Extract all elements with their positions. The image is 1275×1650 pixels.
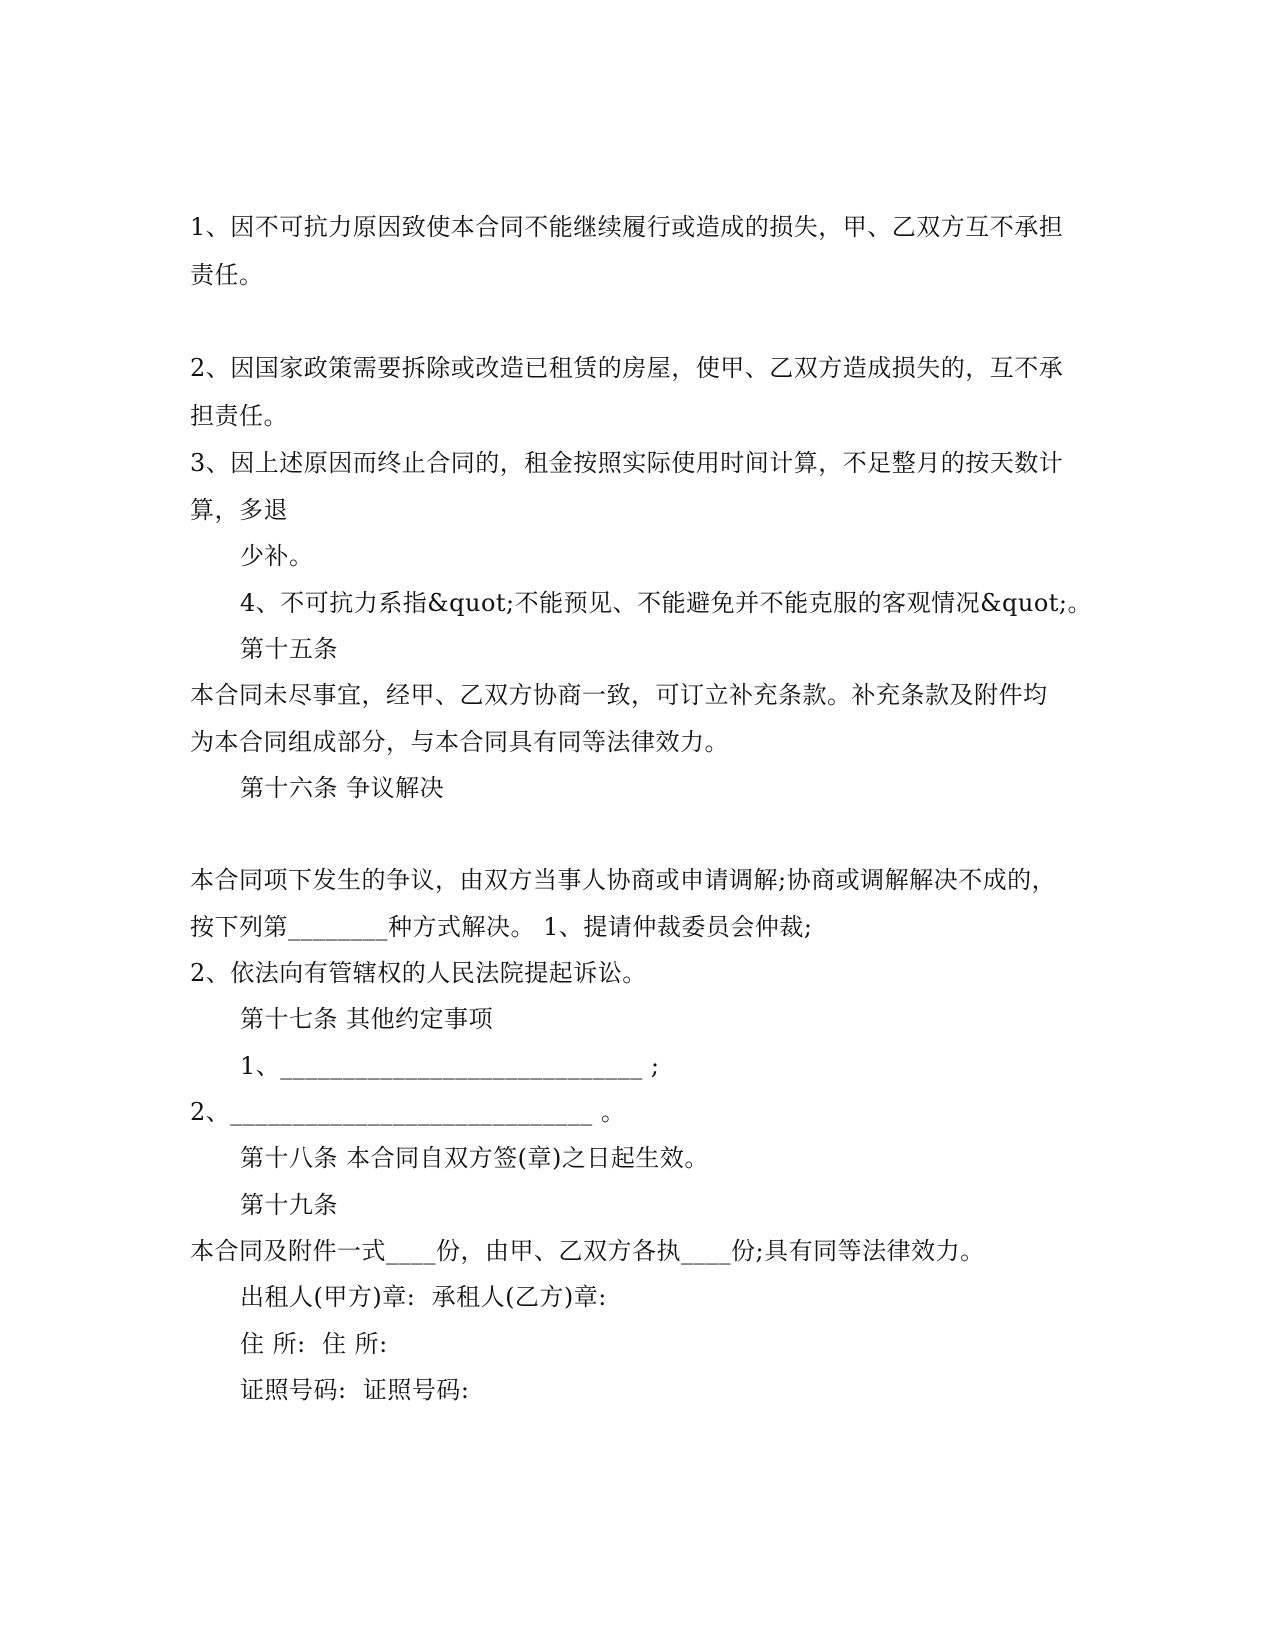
clause-17-item-1: 1、_____________________________ ; bbox=[240, 1052, 660, 1080]
clause-14-item-3-line-1: 3、因上述原因而终止合同的，租金按照实际使用时间计算，不足整月的按天数计 bbox=[190, 449, 1064, 477]
clause-15-heading: 第十五条 bbox=[240, 635, 338, 663]
clause-16-text-line-3: 2、依法向有管辖权的人民法院提起诉讼。 bbox=[190, 959, 647, 987]
clause-14-item-1-line-2: 责任。 bbox=[190, 261, 264, 289]
signature-id-line: 证照号码: 证照号码: bbox=[240, 1376, 470, 1404]
clause-17-item-2: 2、_____________________________ 。 bbox=[190, 1098, 626, 1126]
clause-14-item-2-line-2: 担责任。 bbox=[190, 402, 288, 430]
clause-19-text: 本合同及附件一式____份，由甲、乙双方各执____份;具有同等法律效力。 bbox=[190, 1237, 985, 1265]
clause-14-item-3-line-3: 少补。 bbox=[240, 542, 314, 570]
signature-seal-line: 出租人(甲方)章: 承租人(乙方)章: bbox=[240, 1283, 607, 1311]
clause-18-text: 第十八条 本合同自双方签(章)之日起生效。 bbox=[240, 1144, 709, 1172]
clause-19-heading: 第十九条 bbox=[240, 1191, 338, 1219]
clause-14-item-4: 4、不可抗力系指&quot;不能预见、不能避免并不能克服的客观情况&quot;。 bbox=[240, 589, 1092, 617]
clause-16-text-line-2: 按下列第________种方式解决。 1、提请仲裁委员会仲裁; bbox=[190, 913, 813, 941]
clause-15-text-line-2: 为本合同组成部分，与本合同具有同等法律效力。 bbox=[190, 728, 729, 756]
clause-16-text-line-1: 本合同项下发生的争议，由双方当事人协商或申请调解;协商或调解解决不成的， bbox=[190, 866, 1057, 894]
clause-16-heading: 第十六条 争议解决 bbox=[240, 774, 445, 802]
clause-14-item-1-line-1: 1、因不可抗力原因致使本合同不能继续履行或造成的损失，甲、乙双方互不承担 bbox=[190, 213, 1064, 241]
clause-17-heading: 第十七条 其他约定事项 bbox=[240, 1005, 494, 1033]
clause-14-item-2-line-1: 2、因国家政策需要拆除或改造已租赁的房屋，使甲、乙双方造成损失的，互不承 bbox=[190, 354, 1064, 382]
signature-address-line: 住 所: 住 所: bbox=[240, 1330, 388, 1358]
clause-15-text-line-1: 本合同未尽事宜，经甲、乙双方协商一致，可订立补充条款。补充条款及附件均 bbox=[190, 681, 1048, 709]
clause-14-item-3-line-2: 算，多退 bbox=[190, 496, 288, 524]
